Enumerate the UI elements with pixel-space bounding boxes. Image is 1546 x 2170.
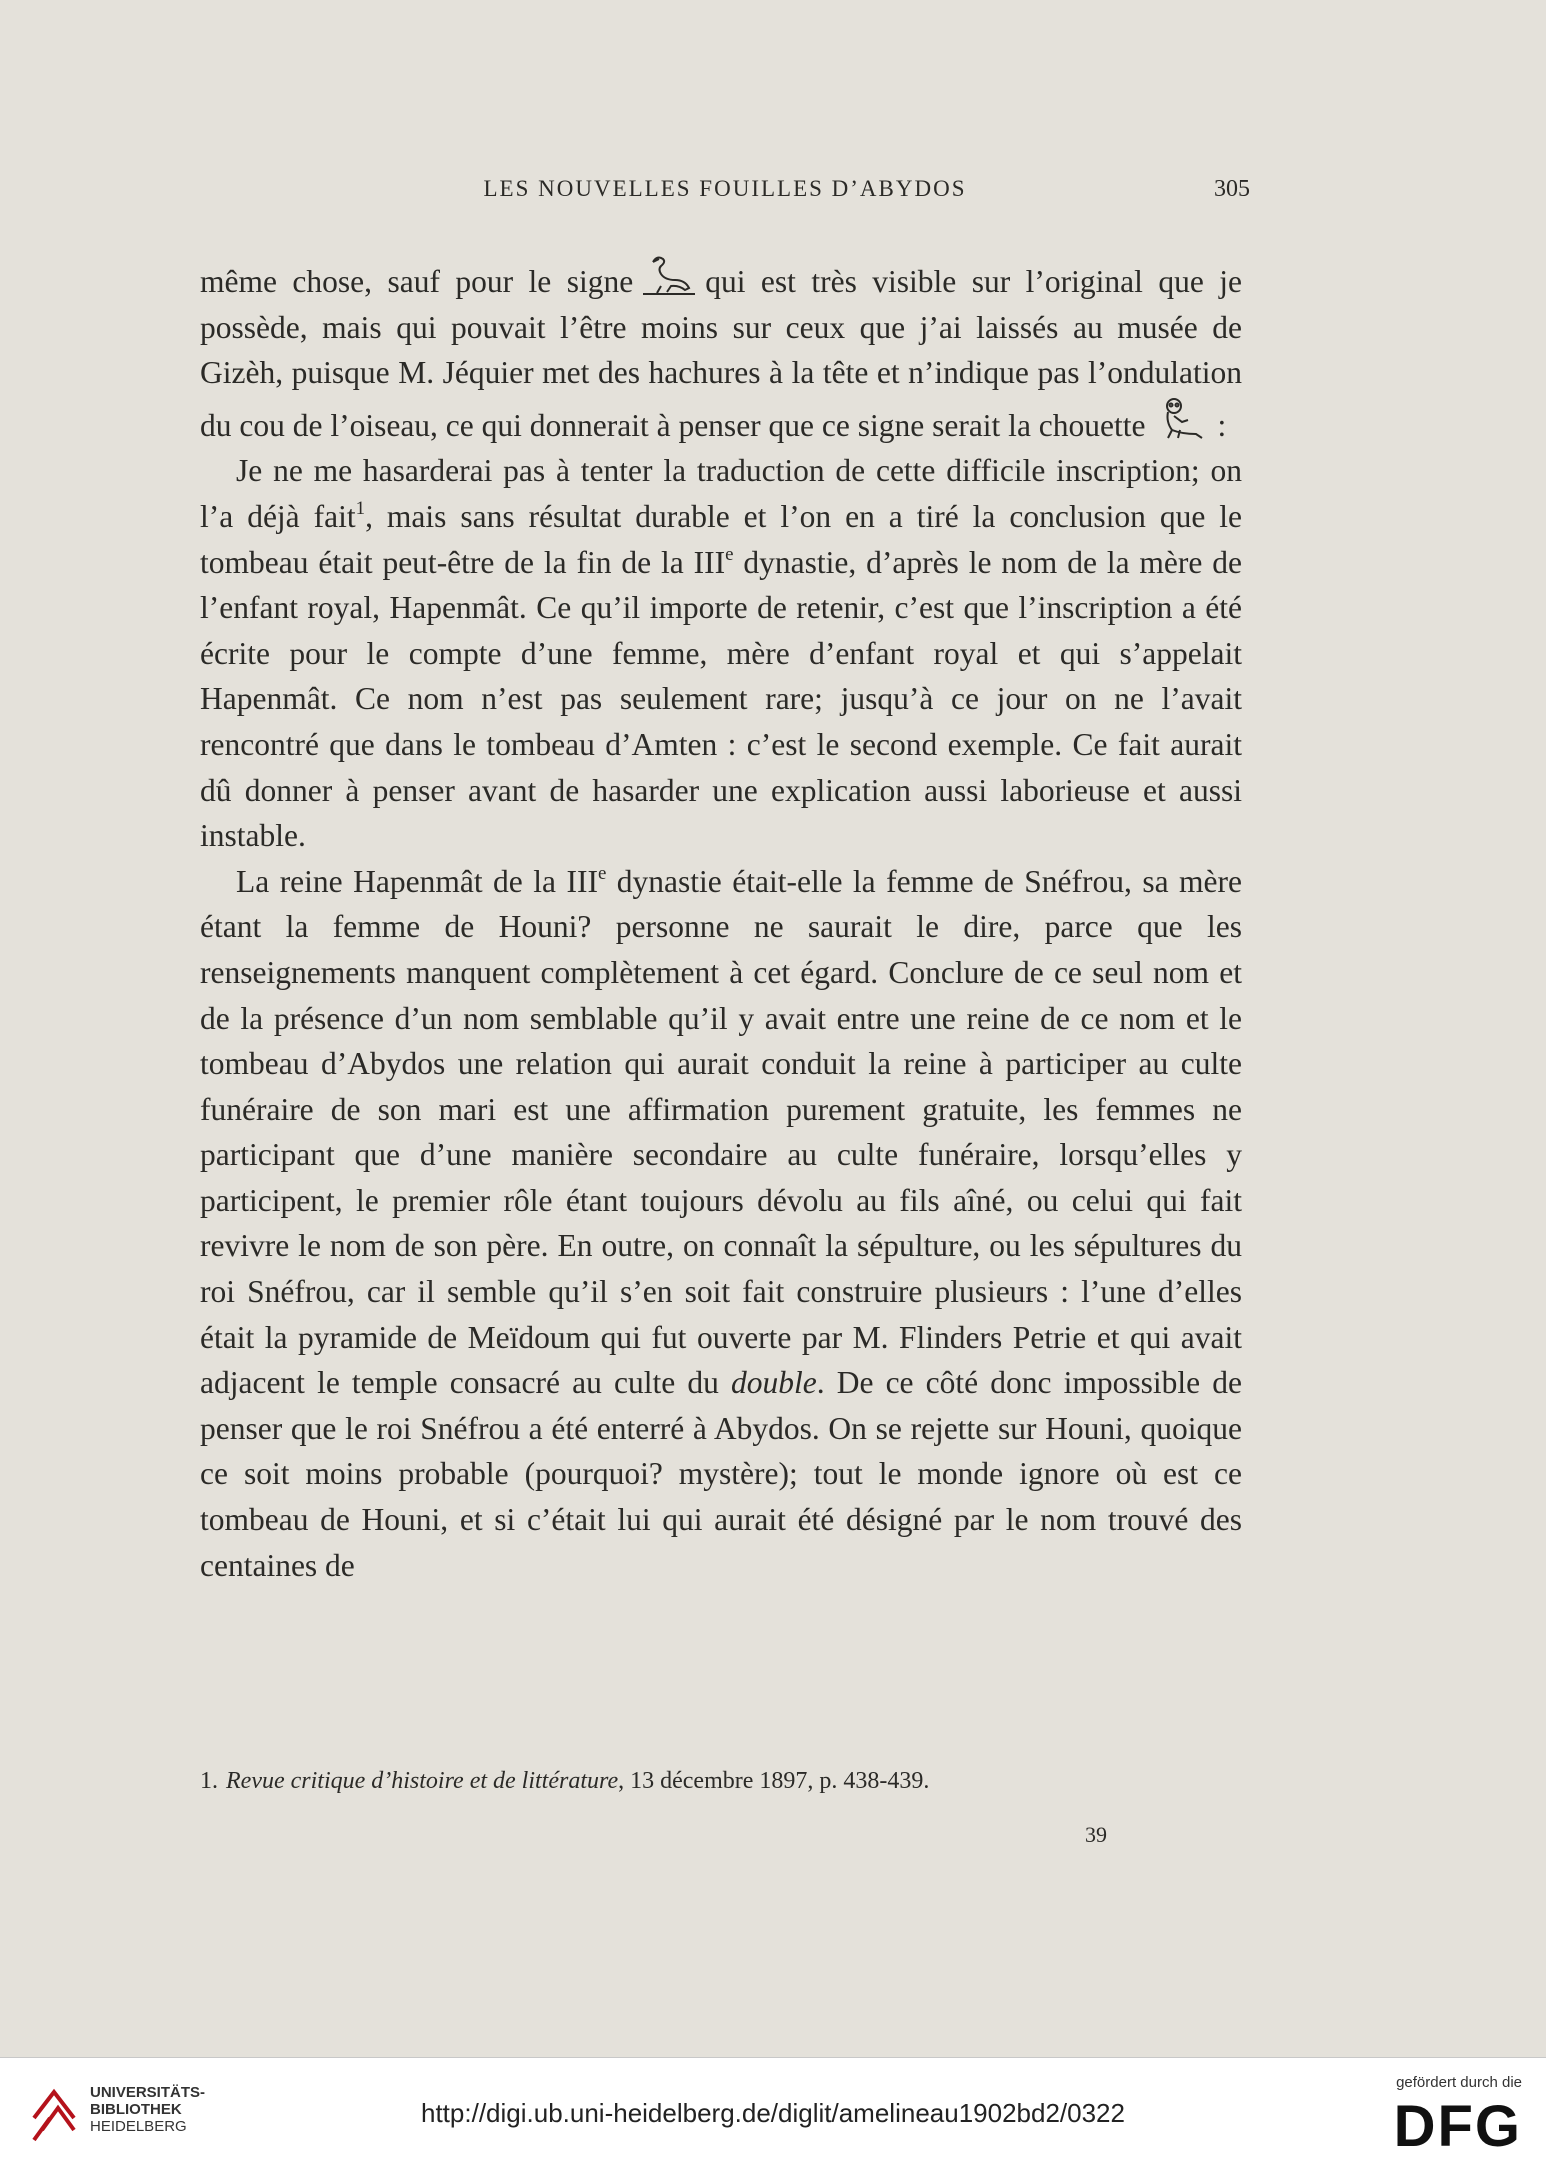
library-line-3: HEIDELBERG [90,2118,187,2135]
footnote-number: 1. [200,1768,218,1794]
paragraph-1-part3: : [1217,407,1227,443]
running-head [200,176,1250,216]
paragraph-3-part2: dynastie était-elle la femme de Snéfrou, sa mère étant la femme de Houni? personne ne saurait le dire, parce que les renseignements manquent complètement à cet égard. Conclure de ce seul nom et de la présence d’un nom semblable qu’il y avait entre une reine de ce nom et le tombeau d’Abydos une relation qui aurait conduit la reine à participer au culte funéraire de son mari est une affirmation purement gratuite, les femmes ne participant que d’une manière secondaire au culte funéraire, lorsqu’elles y participent, le premier rôle étant toujours dévolu au fils aîné, ou celui qui fait revivre le nom de son père. En outre, on connaît la sépulture, ou les sépultures du roi Snéfrou, car il semble qu’il s’en soit fait construire plusieurs : l’une d’elles était la pyramide de Meïdoum qui fut ouverte par M. Flinders Petrie et qui avait adjacent le temple consacré au culte du [200,863,1242,1401]
footnote [200,1768,1242,1795]
paragraph-1-part2: qui est très visible sur l’original que je possède, mais qui pouvait l’être moins sur ceux que j’ai laissés au musée de Gizèh, puisque M. Jéquier met des hachures à la tête et n’indique pas l’ondulation du cou de l’oiseau, ce qui donnerait à penser que ce signe serait la chouette [200,264,1242,443]
library-line-1: UNIVERSITÄTS- [90,2084,206,2101]
paragraph-3-part1: La reine Hapenmât de la III [236,863,598,899]
permalink-url[interactable]: http://digi.ub.uni-heidelberg.de/diglit/amelineau1902bd2/0322 [421,2098,1125,2128]
footnote-title: Revue critique d’histoire et de littérature [226,1768,619,1794]
footnote-rest: , 13 décembre 1897, p. 438-439. [618,1768,930,1794]
ordinal-suffix: e [725,543,734,565]
page-number: 305 [1214,176,1250,202]
paragraph-1-part1: même chose, sauf pour le signe [200,264,634,299]
vulture-hieroglyph-icon [639,252,699,298]
paragraph-3-part3: . De ce côté donc impossible de penser que le roi Snéfrou a été enterré à Abydos. On se rejette sur Houni, quoique ce soit moins probable (pourquoi? mystère); tout le monde ignore où est ce tombeau de Houni, et si c’était lui qui aurait été désigné par le nom trouvé des centaines de [200,1365,1243,1583]
paragraph-2-part2: , mais sans résultat durable et l’on en a tiré la conclusion que le tombeau était peut-être de la fin de la III [200,498,1242,580]
paragraph-1 [200,252,1242,448]
footnote-reference: 1 [355,497,366,519]
paragraph-2-part3: dynastie, d’après le nom de la mère de l’enfant royal, Hapenmât. Ce qu’il importe de retenir, c’est que l’inscription a été écrite pour le compte d’une femme, mère d’enfant royal et qui s’appelait Hapenmât. Ce nom n’est pas seulement rare; jusqu’à ce jour on ne l’avait rencontré que dans le tombeau d’Amten : c’est le second exemple. Ce fait aurait dû donner à penser avant de hasarder une explication aussi laborieuse et aussi instable. [200,544,1243,854]
dfg-logo: DFG [1393,2094,1522,2159]
library-line-2: BIBLIOTHEK [90,2101,182,2118]
owl-hieroglyph-icon [1152,396,1212,442]
ordinal-suffix: e [597,862,607,884]
signature-mark: 39 [1085,1822,1107,1847]
paragraph-3 [200,859,1242,1589]
italic-word: double [730,1365,817,1401]
body-text [200,252,1242,1588]
running-title: LES NOUVELLES FOUILLES D’ABYDOS [483,176,967,201]
funding-caption: gefördert durch die [1396,2074,1522,2091]
paragraph-2-part1: Je ne me hasarderai pas à tenter la traduction de cette difficile inscription; on l’a déjà fait [200,453,1242,534]
paragraph-2 [200,448,1242,858]
digitization-footer [0,2057,1546,2170]
